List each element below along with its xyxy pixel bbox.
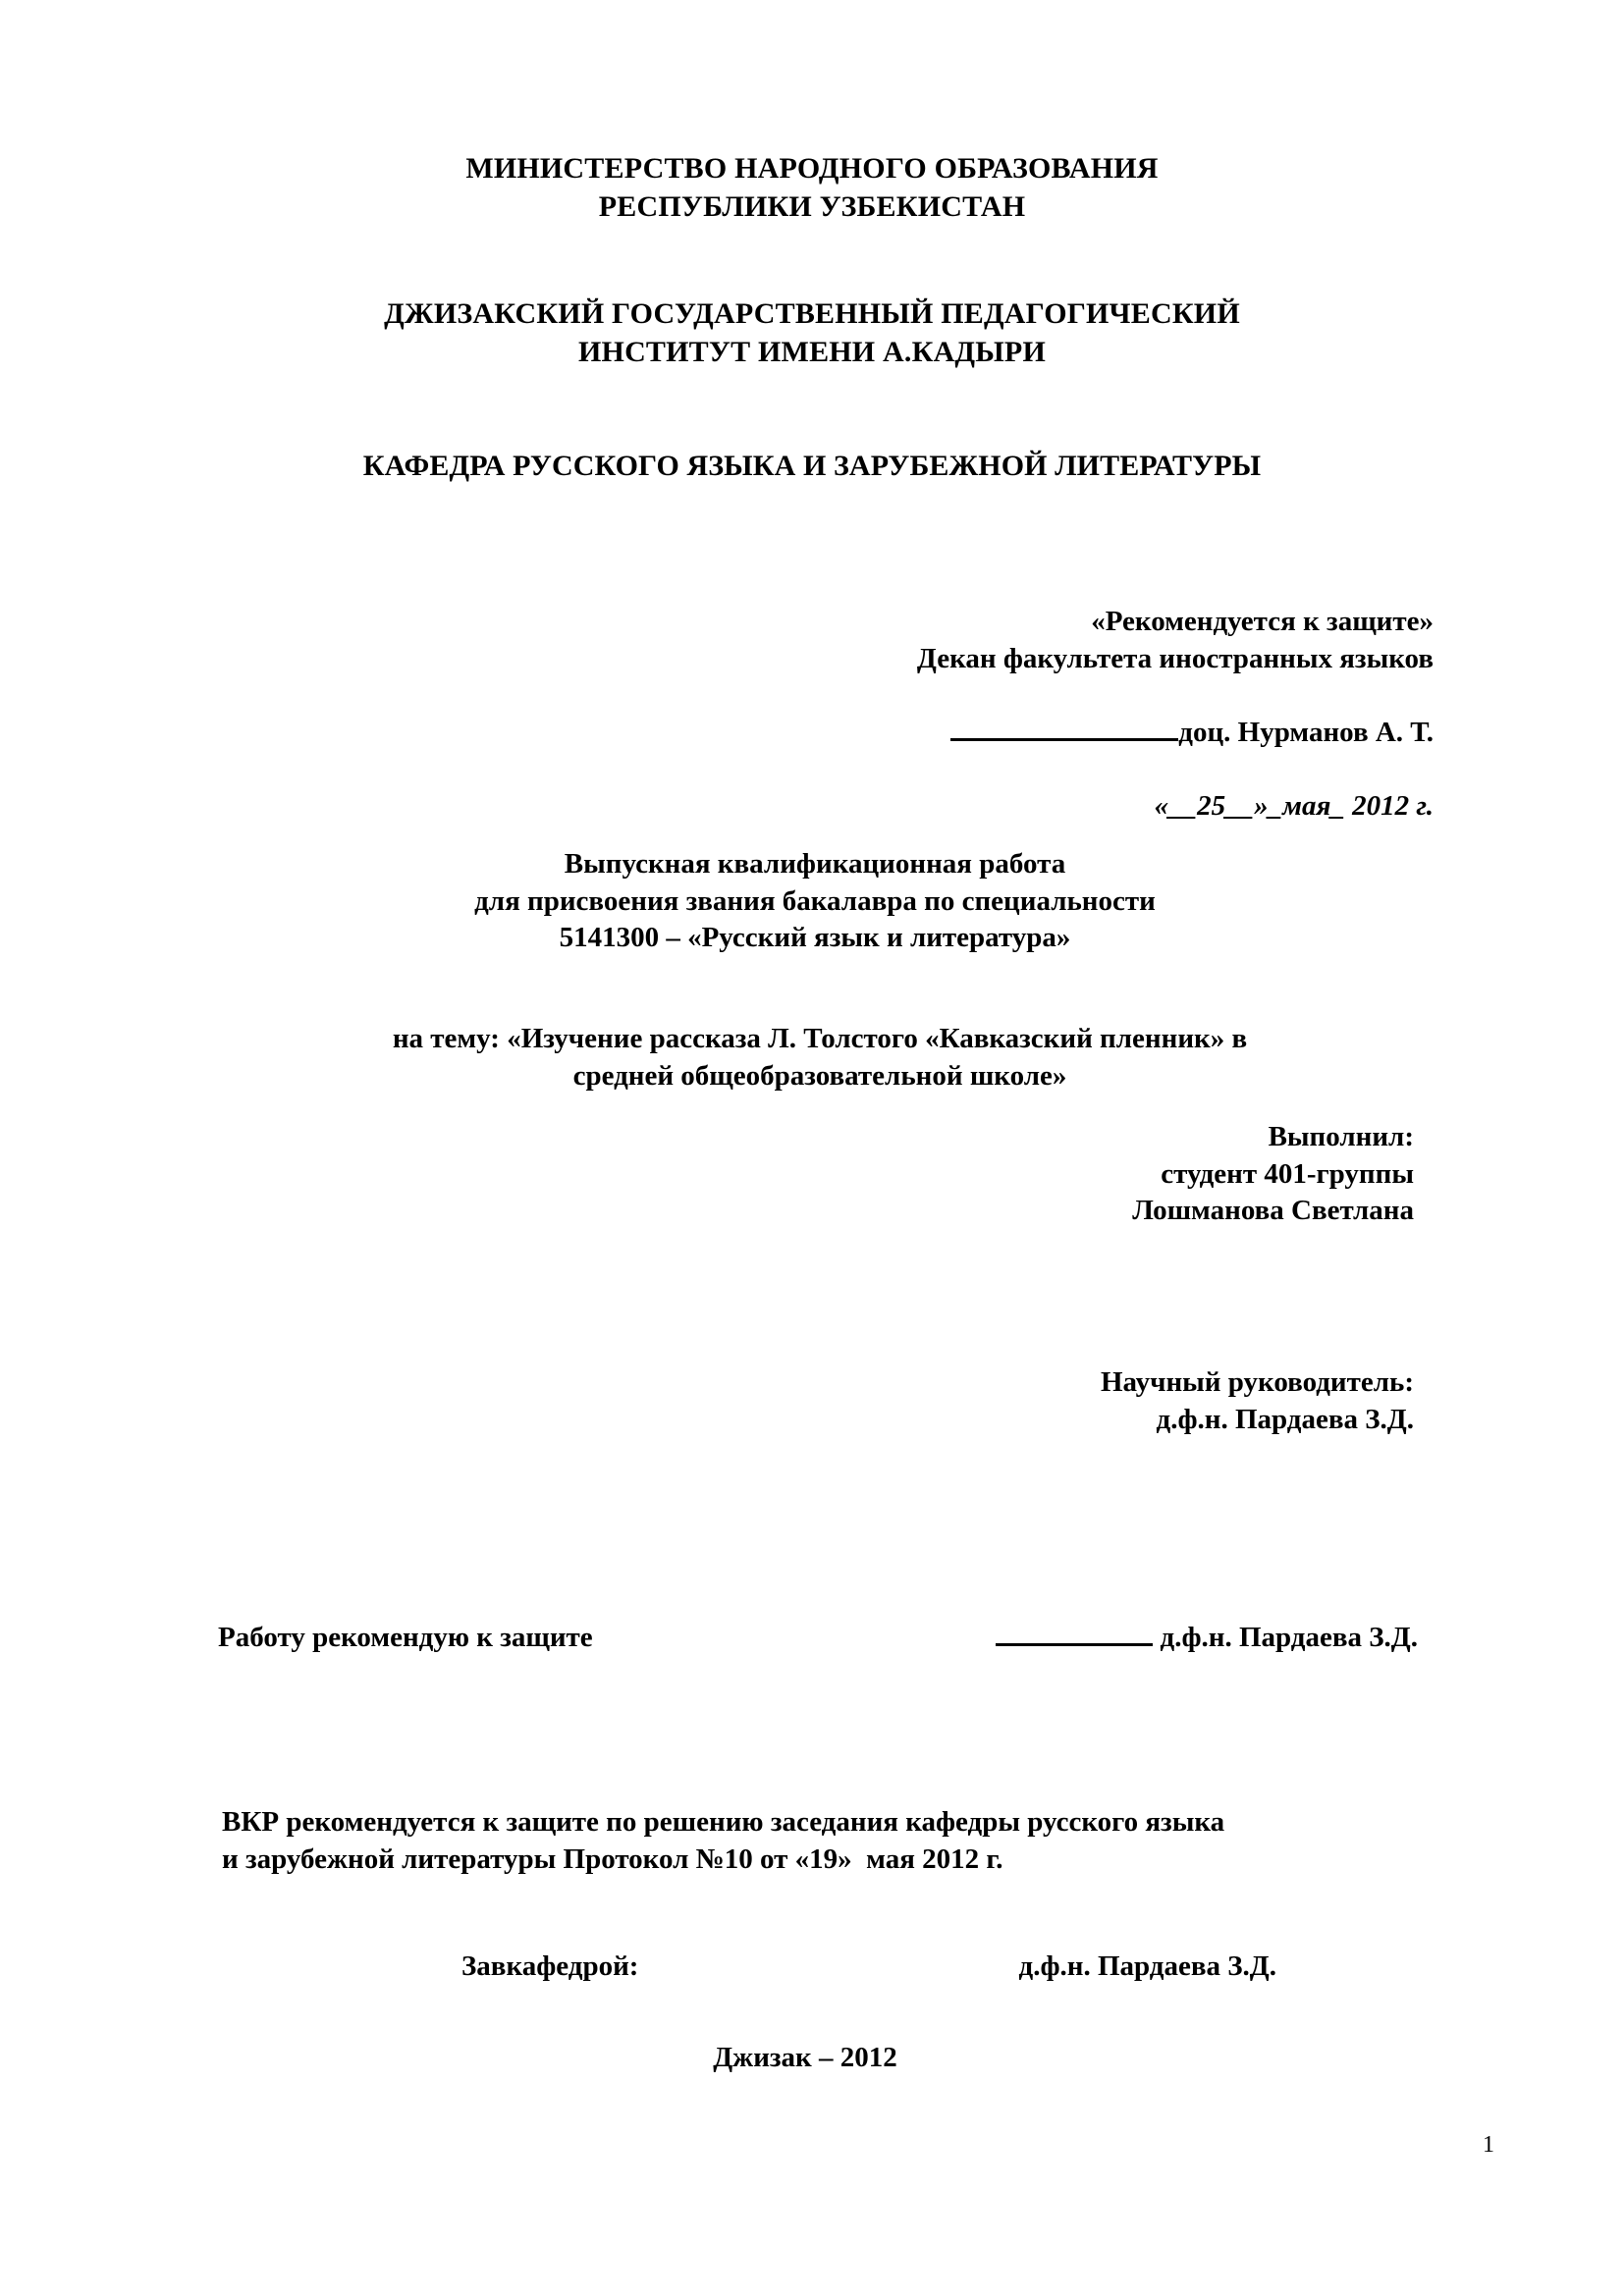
author-block [550, 1119, 1414, 1230]
advisor-label: Научный руководитель: [1101, 1366, 1414, 1398]
city-year-block [461, 2040, 1149, 2077]
signature-rule [950, 738, 1178, 741]
thesis-kind-line-2: для присвоения звания бакалавра по специальности [474, 884, 1156, 917]
recommendation-signature [996, 1620, 1418, 1657]
protocol-block [222, 1804, 1430, 1878]
approval-heading: «Рекомендуется к защите» [1091, 606, 1434, 637]
thesis-topic-block [245, 1021, 1394, 1095]
chair-name: д.ф.н. Пардаева З.Д. [1018, 1950, 1276, 1982]
protocol-line-1: ВКР рекомендуется к защите по решению заседания кафедры русского языка [222, 1806, 1225, 1838]
advisor-block [550, 1364, 1414, 1438]
signature-rule [996, 1643, 1153, 1646]
approval-block [550, 604, 1434, 826]
department-heading [216, 447, 1408, 485]
ministry-line-2: РЕСПУБЛИКИ УЗБЕКИСТАН [598, 190, 1026, 223]
protocol-line-2: и зарубежной литературы Протокол №10 от «19» мая 2012 г. [222, 1842, 1003, 1875]
page-number-value: 1 [1483, 2132, 1494, 2158]
department-line: КАФЕДРА РУССКОГО ЯЗЫКА И ЗАРУБЕЖНОЙ ЛИТЕРАТУРЫ [362, 450, 1262, 482]
city-year: Джизак – 2012 [713, 2042, 897, 2073]
author-name: Лошманова Светлана [1132, 1195, 1414, 1227]
ministry-line-1: МИНИСТЕРСТВО НАРОДНОГО ОБРАЗОВАНИЯ [465, 152, 1159, 185]
recommendation-signer: д.ф.н. Пардаева З.Д. [1160, 1622, 1418, 1653]
dean-name: доц. Нурманов А. Т. [1178, 717, 1434, 749]
dean-signature-line [550, 677, 1434, 788]
institute-line-1: ДЖИЗАКСКИЙ ГОСУДАРСТВЕННЫЙ ПЕДАГОГИЧЕСКИЙ [384, 297, 1240, 330]
page-number [1276, 2132, 1494, 2159]
thesis-topic-line-1: на тему: «Изучение рассказа Л. Толстого «Кавказский пленник» в [392, 1023, 1248, 1054]
institute-line-2: ИНСТИТУТ ИМЕНИ А.КАДЫРИ [578, 336, 1046, 368]
approval-date: «__25__»_мая_ 2012 г. [1154, 790, 1434, 823]
chair-label: Завкафедрой: [461, 1950, 639, 1982]
advisor-name: д.ф.н. Пардаева З.Д. [1156, 1403, 1414, 1435]
recommendation-label: Работу рекомендую к защите [218, 1622, 593, 1653]
recommendation-row [218, 1620, 1418, 1657]
thesis-speciality: 5141300 – «Русский язык и литература» [559, 922, 1071, 954]
recommendation-block [218, 1620, 1418, 1657]
chair-row [461, 1949, 1276, 1986]
author-label: Выполнил: [1268, 1121, 1414, 1152]
author-group: студент 401-группы [1161, 1157, 1414, 1190]
institute-heading [216, 294, 1408, 371]
dean-title: Декан факультета иностранных языков [916, 642, 1434, 674]
ministry-heading [216, 149, 1408, 226]
thesis-kind-line-1: Выпускная квалификационная работа [564, 848, 1066, 880]
chair-block [461, 1949, 1276, 1986]
thesis-topic-line-2: средней общеобразовательной школе» [572, 1059, 1067, 1092]
thesis-kind-block [295, 846, 1335, 957]
